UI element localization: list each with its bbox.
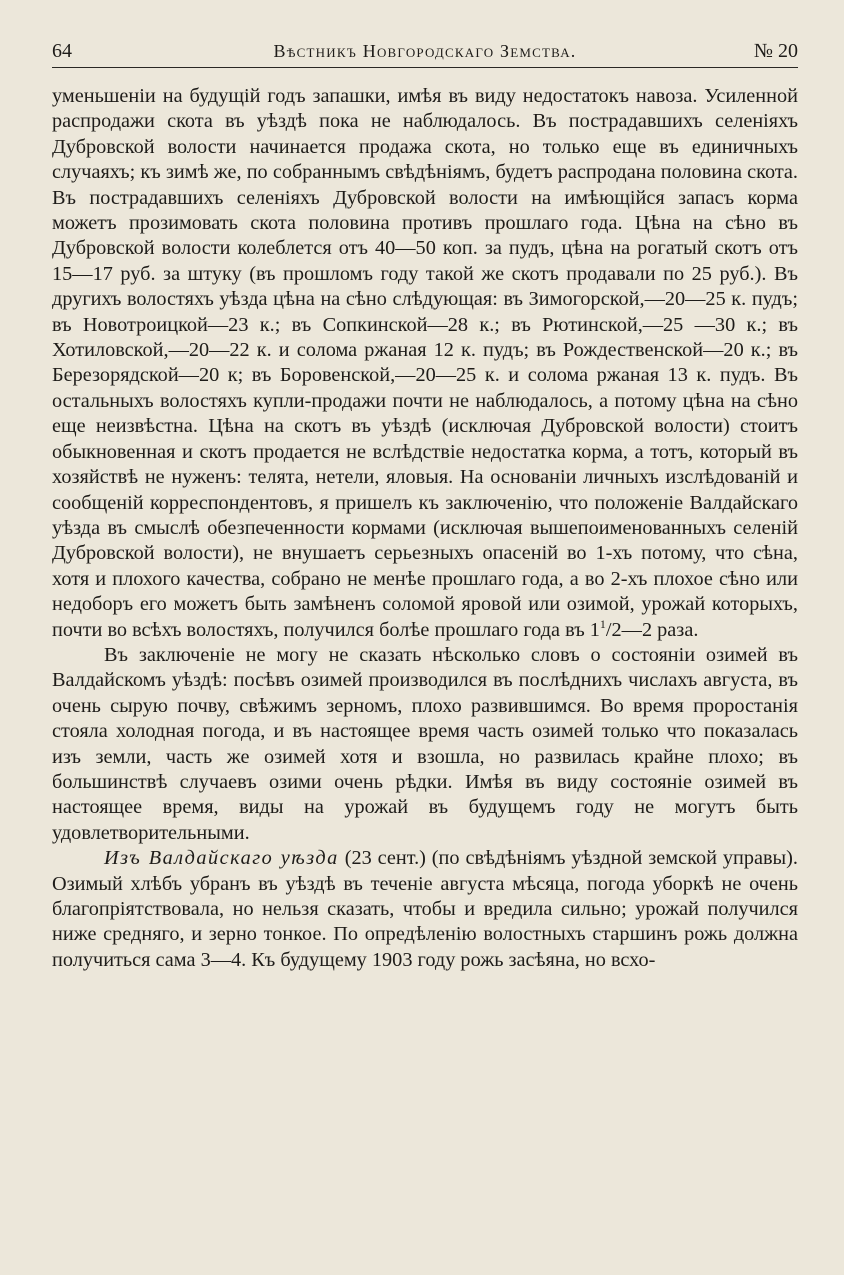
body-text bbox=[52, 84, 798, 973]
issue-number: № 20 bbox=[753, 40, 798, 62]
fraction-denominator: /2 bbox=[605, 618, 622, 641]
journal-title: Вѣстникъ Новгородскаго Земства. bbox=[273, 41, 577, 61]
paragraph-1 bbox=[52, 84, 798, 643]
page-number: 64 bbox=[52, 40, 72, 62]
running-header bbox=[52, 38, 798, 68]
paragraph-2-text: Въ заключеніе не могу не сказать нѣсколько словъ о состояніи озимей въ Валдайскомъ уѣздѣ: посѣвъ озимей производился въ послѣднихъ числахъ августа, въ очень сырую почву, свѣжимъ зерномъ, плохо развившимся. Во время проростанія стояла холодная погода, и въ настоящее время часть озимей только что показалась изъ земли, часть же озимей хотя и взошла, но развилась крайне плохо; въ большинствѣ случаевъ озими очень рѣдки. Имѣя въ виду состояніе озимей въ настоящее время, виды на урожай въ будущемъ году не могутъ быть удовлетворительными. bbox=[52, 643, 798, 844]
fraction-numerator: 1 bbox=[599, 616, 606, 631]
paragraph-3-text: (23 сент.) (по свѣдѣніямъ уѣздной земской управы). Озимый хлѣбъ убранъ въ уѣздѣ въ теченіе августа мѣсяца, погода уборкѣ не очень благопріятствовала, но нельзя сказать, чтобы и вредила сильно; урожай получился ниже средняго, и зерно тонкое. По опредѣленію волостныхъ старшинъ рожь должна получиться сама 3—4. Къ будущему 1903 году рожь засѣяна, но всхо- bbox=[52, 847, 799, 971]
header-rule bbox=[52, 67, 798, 68]
place-heading: Изъ Валдайскаго уѣзда bbox=[104, 847, 339, 870]
paragraph-3 bbox=[52, 846, 798, 973]
paragraph-2 bbox=[52, 643, 798, 846]
paragraph-1-text: уменьшеніи на будущій годъ запашки, имѣя въ виду недостатокъ навоза. Усиленной распродажи скота въ уѣздѣ пока не наблюдалось. Въ пострадавшихъ селеніяхъ Дубровской волости начинается продажа скота, но только еще въ единичныхъ случаяхъ; къ зимѣ же, по собраннымъ свѣдѣніямъ, будетъ распродана половина скота. Въ пострадавшихъ селеніяхъ Дубровской волости на имѣющійся запасъ корма можетъ прозимовать скота половина противъ прошлаго года. Цѣна на сѣно въ Дубровской волости колеблется отъ 40—50 коп. за пудъ, цѣна на рогатый скотъ отъ 15—17 руб. за штуку (въ прошломъ году такой же скотъ продавали по 25 руб.). Въ другихъ волостяхъ уѣзда цѣна на сѣно слѣдующая: въ Зимогорской,—20—25 к. пудъ; въ Новотроицкой—23 к.; въ Сопкинской—28 к.; въ Рютинской,—25 —30 к.; въ Хотиловской,—20—22 к. и солома ржаная 12 к. пудъ; въ Рождественской—20 к.; въ Березорядской—20 к; въ Боровенской,—20—25 к. и солома ржаная 13 к. пудъ. Въ остальныхъ волостяхъ купли-продажи почти не наблюдалось, а потому цѣна на сѣно еще неизвѣстна. Цѣна на скотъ въ уѣздѣ (исключая Дубровской волости) стоитъ обыкновенная и скотъ продается не вслѣдствіе недостатка корма, а тотъ, который въ хозяйствѣ не нуженъ: телята, нетели, яловыя. На основаніи личныхъ изслѣдованій и сообщеній корреспондентовъ, я пришелъ къ заключенію, что положеніе Валдайскаго уѣзда въ смыслѣ обезпеченности кормами (исключая вышепоименованныхъ селеній Дубровской волости), не внушаетъ серьезныхъ опасеній во 1-хъ потому, что сѣна, хотя и плохого качества, собрано не менѣе прошлаго года, а во 2-хъ плохое сѣно или недоборъ его можетъ быть замѣненъ соломой яровой или озимой, урожай которыхъ, почти во всѣхъ волостяхъ, получился болѣе прошлаго года въ 1 bbox=[52, 85, 798, 641]
paragraph-1-tail: —2 раза. bbox=[621, 618, 699, 641]
